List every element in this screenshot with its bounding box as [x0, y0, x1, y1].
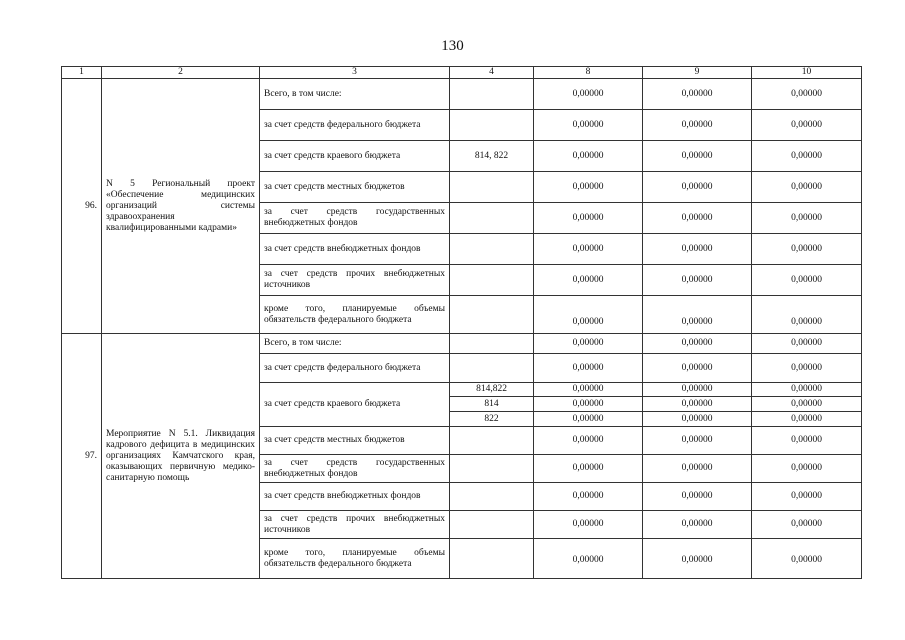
code-cell [450, 203, 534, 234]
funding-source: за счет средств государственных внебюджетных фондов [260, 203, 450, 234]
funding-source: за счет средств федерального бюджета [260, 354, 450, 383]
value-cell: 0,00000 [752, 265, 862, 296]
value-cell: 0,00000 [534, 265, 643, 296]
funding-source: за счет средств прочих внебюджетных источников [260, 511, 450, 539]
value-cell: 0,00000 [534, 397, 643, 412]
code-cell [450, 539, 534, 579]
header-cell: 8 [534, 67, 643, 79]
value-cell: 0,00000 [643, 265, 752, 296]
value-cell: 0,00000 [643, 79, 752, 110]
value-cell: 0,00000 [752, 296, 862, 334]
value-cell: 0,00000 [643, 141, 752, 172]
value-cell: 0,00000 [752, 110, 862, 141]
row-name: N 5 Региональный проект «Обеспечение медицинских организаций системы здравоохранения квалифицированными кадрами» [102, 79, 260, 334]
funding-source: за счет средств внебюджетных фондов [260, 483, 450, 511]
code-cell [450, 427, 534, 455]
value-cell: 0,00000 [534, 296, 643, 334]
value-cell: 0,00000 [643, 397, 752, 412]
header-cell: 10 [752, 67, 862, 79]
value-cell: 0,00000 [534, 141, 643, 172]
value-cell: 0,00000 [643, 383, 752, 397]
code-cell [450, 79, 534, 110]
header-cell: 2 [102, 67, 260, 79]
code-cell: 814 [450, 397, 534, 412]
code-cell: 814,822 [450, 383, 534, 397]
value-cell: 0,00000 [752, 539, 862, 579]
value-cell: 0,00000 [643, 539, 752, 579]
value-cell: 0,00000 [643, 296, 752, 334]
value-cell: 0,00000 [752, 427, 862, 455]
value-cell: 0,00000 [534, 79, 643, 110]
header-row [62, 67, 862, 79]
code-cell [450, 265, 534, 296]
value-cell: 0,00000 [752, 172, 862, 203]
funding-source: кроме того, планируемые объемы обязательств федерального бюджета [260, 296, 450, 334]
value-cell: 0,00000 [643, 455, 752, 483]
value-cell: 0,00000 [752, 412, 862, 427]
value-cell: 0,00000 [643, 412, 752, 427]
value-cell: 0,00000 [534, 234, 643, 265]
header-cell: 4 [450, 67, 534, 79]
funding-source: за счет средств местных бюджетов [260, 172, 450, 203]
code-cell [450, 483, 534, 511]
funding-source: Всего, в том числе: [260, 334, 450, 354]
code-cell [450, 234, 534, 265]
value-cell: 0,00000 [752, 354, 862, 383]
code-cell [450, 511, 534, 539]
value-cell: 0,00000 [752, 203, 862, 234]
budget-table [61, 66, 862, 579]
code-cell [450, 455, 534, 483]
funding-source: за счет средств краевого бюджета [260, 383, 450, 427]
value-cell: 0,00000 [534, 203, 643, 234]
value-cell: 0,00000 [643, 483, 752, 511]
value-cell: 0,00000 [752, 397, 862, 412]
value-cell: 0,00000 [752, 334, 862, 354]
value-cell: 0,00000 [534, 511, 643, 539]
funding-source: за счет средств местных бюджетов [260, 427, 450, 455]
page-number: 130 [441, 38, 464, 54]
value-cell: 0,00000 [643, 334, 752, 354]
code-cell [450, 172, 534, 203]
value-cell: 0,00000 [752, 483, 862, 511]
value-cell: 0,00000 [643, 354, 752, 383]
value-cell: 0,00000 [643, 172, 752, 203]
row-name: Мероприятие N 5.1. Ликвидация кадрового дефицита в медицинских организациях Камчатского края, оказывающих первичную медико-санитарную помощь [102, 334, 260, 579]
value-cell: 0,00000 [643, 234, 752, 265]
header-cell: 1 [62, 67, 102, 79]
funding-source: за счет средств краевого бюджета [260, 141, 450, 172]
code-cell [450, 296, 534, 334]
value-cell: 0,00000 [752, 141, 862, 172]
header-cell: 3 [260, 67, 450, 79]
value-cell: 0,00000 [534, 427, 643, 455]
funding-source: за счет средств федерального бюджета [260, 110, 450, 141]
value-cell: 0,00000 [534, 383, 643, 397]
value-cell: 0,00000 [534, 412, 643, 427]
value-cell: 0,00000 [534, 172, 643, 203]
funding-source: кроме того, планируемые объемы обязательств федерального бюджета [260, 539, 450, 579]
table-row [62, 334, 862, 354]
value-cell: 0,00000 [643, 203, 752, 234]
value-cell: 0,00000 [643, 110, 752, 141]
row-number: 96. [62, 79, 102, 334]
value-cell: 0,00000 [534, 483, 643, 511]
value-cell: 0,00000 [534, 354, 643, 383]
value-cell: 0,00000 [534, 455, 643, 483]
code-cell [450, 110, 534, 141]
funding-source: Всего, в том числе: [260, 79, 450, 110]
code-cell: 814, 822 [450, 141, 534, 172]
value-cell: 0,00000 [752, 455, 862, 483]
funding-source: за счет средств внебюджетных фондов [260, 234, 450, 265]
value-cell: 0,00000 [534, 110, 643, 141]
code-cell [450, 334, 534, 354]
value-cell: 0,00000 [534, 334, 643, 354]
value-cell: 0,00000 [643, 427, 752, 455]
header-cell: 9 [643, 67, 752, 79]
code-cell [450, 354, 534, 383]
value-cell: 0,00000 [752, 79, 862, 110]
funding-source: за счет средств государственных внебюджетных фондов [260, 455, 450, 483]
funding-source: за счет средств прочих внебюджетных источников [260, 265, 450, 296]
value-cell: 0,00000 [643, 511, 752, 539]
row-number: 97. [62, 334, 102, 579]
value-cell: 0,00000 [752, 511, 862, 539]
code-cell: 822 [450, 412, 534, 427]
table-row [62, 79, 862, 110]
value-cell: 0,00000 [752, 234, 862, 265]
value-cell: 0,00000 [534, 539, 643, 579]
value-cell: 0,00000 [752, 383, 862, 397]
